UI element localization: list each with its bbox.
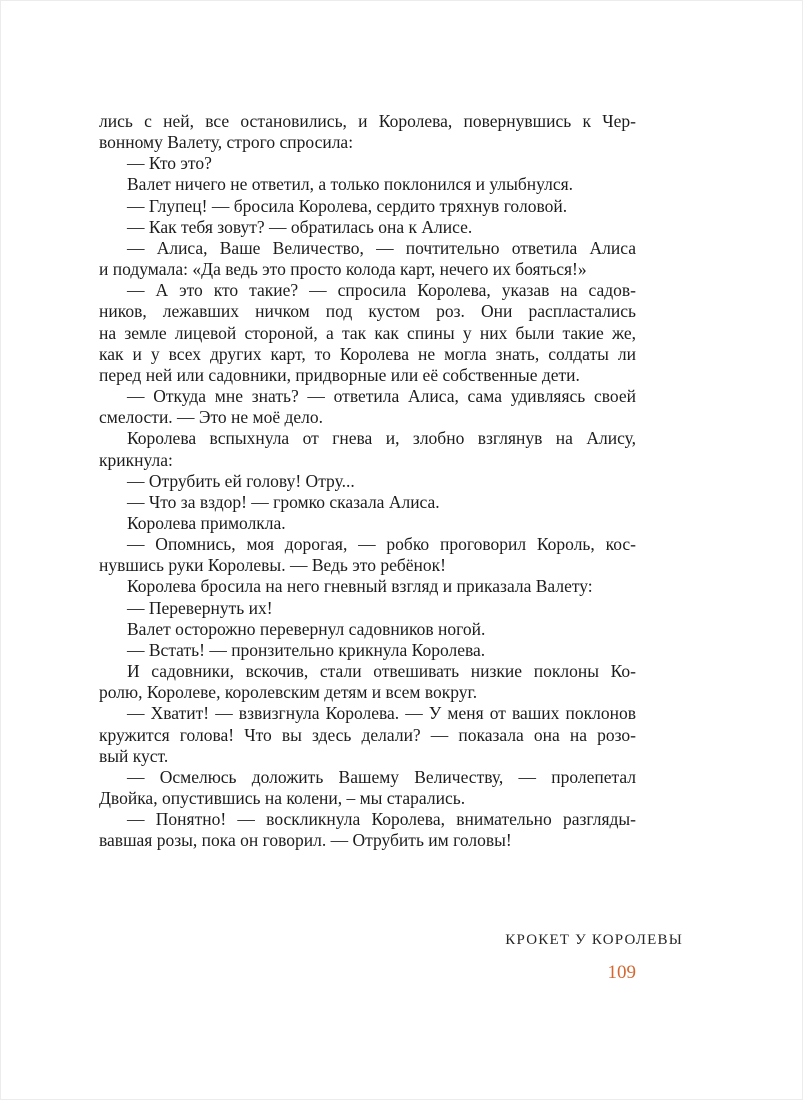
text-line: — Алиса, Ваше Величество, — почтительно ответила Алиса <box>127 237 636 258</box>
paragraph <box>99 428 636 470</box>
text-line: — Понятно! — воскликнула Королева, внимательно разгляды- <box>127 809 636 830</box>
text-line: — Глупец! — бросила Королева, сердито тряхнув головой. <box>127 195 568 216</box>
text-line: ролю, Королеве, королевским детям и всем вокруг. <box>99 682 478 703</box>
text-line: — Хватит! — взвизгнула Королева. — У меня от ваших поклонов <box>127 703 636 724</box>
paragraph <box>99 619 636 640</box>
text-line: — Осмелюсь доложить Вашему Величеству, — пролепетал <box>127 766 636 787</box>
text-line: — Встать! — пронзительно крикнула Королева. <box>127 639 486 660</box>
text-line: — Что за вздор! — громко сказала Алиса. <box>127 491 440 512</box>
paragraph <box>99 598 636 619</box>
text-line: — Перевернуть их! <box>127 597 273 618</box>
paragraph <box>99 238 636 280</box>
text-line: ников, лежавших ничком под кустом роз. Они распластались <box>99 301 636 322</box>
paragraph <box>99 576 636 597</box>
text-line: на земле лицевой стороной, а так как спины у них были такие же, <box>99 322 636 343</box>
text-line: как и у всех других карт, то Королева не могла знать, солдаты ли <box>99 343 636 364</box>
page-number: 109 <box>607 962 636 983</box>
text-line: крикнула: <box>99 449 173 470</box>
paragraph <box>99 809 636 851</box>
paragraph <box>99 767 636 809</box>
text-line: — Опомнись, моя дорогая, — робко проговорил Король, кос- <box>127 534 636 555</box>
running-title: КРОКЕТ У КОРОЛЕВЫ <box>505 932 683 948</box>
text-line: кружится голова! Что вы здесь делали? — показала она на розо- <box>99 724 636 745</box>
text-line: смелости. — Это не моё дело. <box>99 407 324 428</box>
text-line: — Отрубить ей голову! Отру... <box>127 470 355 491</box>
page-text-block <box>99 111 636 851</box>
paragraph <box>99 153 636 174</box>
paragraph <box>99 174 636 195</box>
text-line: Королева бросила на него гневный взгляд и приказала Валету: <box>127 576 593 597</box>
text-line: И садовники, вскочив, стали отвешивать низкие поклоны Ко- <box>127 661 636 682</box>
text-line: Двойка, опустившись на колени, – мы старались. <box>99 788 466 808</box>
text-line: — Как тебя зовут? — обратилась она к Алисе. <box>127 216 473 237</box>
paragraph <box>99 534 636 576</box>
paragraph <box>99 661 636 703</box>
text-line: и подумала: «Да ведь это просто колода карт, нечего их бояться!» <box>99 259 587 280</box>
paragraph <box>99 703 636 766</box>
paragraph <box>99 492 636 513</box>
text-line: нувшись руки Королевы. — Ведь это ребёнок! <box>99 555 446 576</box>
text-line: Валет осторожно перевернул садовников ногой. <box>127 618 486 639</box>
paragraph <box>99 640 636 661</box>
paragraph <box>99 513 636 534</box>
text-line: Королева примолкла. <box>127 512 286 533</box>
paragraph <box>99 386 636 428</box>
text-line: лись с ней, все остановились, и Королева, повернувшись к Чер- <box>99 111 636 131</box>
text-line: вавшая розы, пока он говорил. — Отрубить им головы! <box>99 830 512 851</box>
text-line: — Кто это? <box>127 153 212 174</box>
text-line: вый куст. <box>99 745 169 766</box>
text-line: перед ней или садовники, придворные или её собственные дети. <box>99 364 580 385</box>
paragraph <box>99 471 636 492</box>
text-line: вонному Валету, строго спросила: <box>99 132 354 153</box>
text-line: Королева вспыхнула от гнева и, злобно взглянув на Алису, <box>127 428 636 449</box>
paragraph <box>99 217 636 238</box>
paragraph <box>99 111 636 153</box>
paragraph <box>99 196 636 217</box>
text-line: Валет ничего не ответил, а только поклонился и улыбнулся. <box>127 174 574 195</box>
text-line: — Откуда мне знать? — ответила Алиса, сама удивляясь своей <box>127 386 636 407</box>
paragraph <box>99 280 636 386</box>
text-line: — А это кто такие? — спросила Королева, указав на садов- <box>127 280 636 301</box>
